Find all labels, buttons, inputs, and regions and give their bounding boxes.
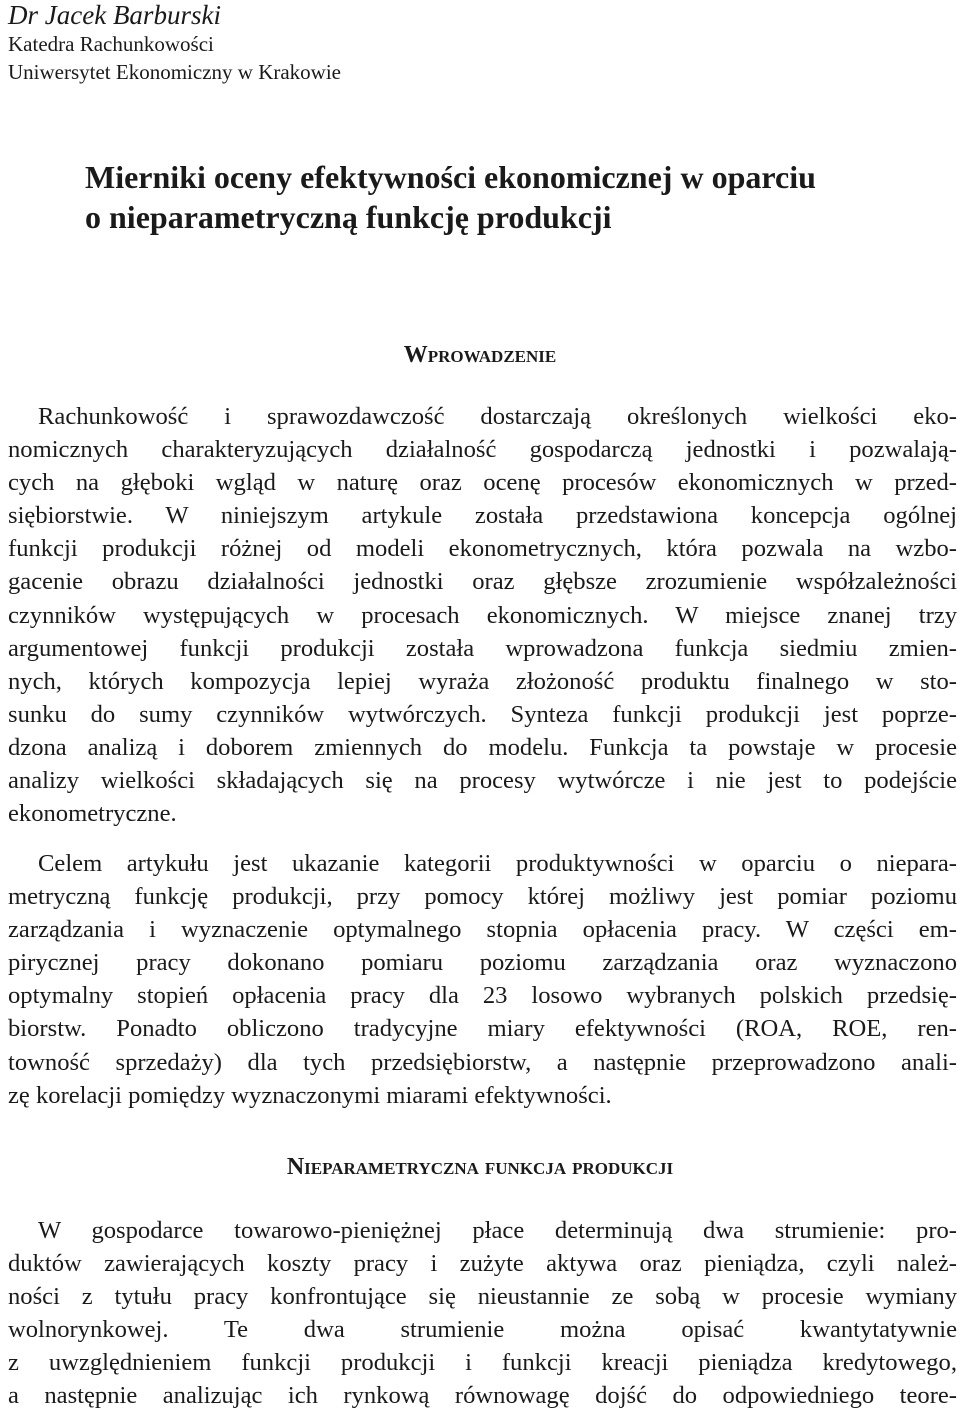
text-line: nomicznych charakteryzujących działalność gospodarczą jednostki i pozwalają- [8, 436, 957, 464]
text-line: zarządzania i wyznaczenie optymalnego stopnia opłacenia pracy. W części em- [8, 916, 957, 944]
text-line: duktów zawierających koszty pracy i zużyte aktywa oraz pieniądza, czyli należ- [8, 1250, 957, 1278]
text-line: ekonometryczne. [8, 800, 177, 828]
text-line: pirycznej pracy dokonano pomiaru poziomu zarządzania oraz wyznaczono [8, 949, 957, 977]
text-line: wolnorynkowej. Te dwa strumienie można opisać kwantytatywnie [8, 1316, 957, 1344]
author-name: Dr Jacek Barburski [8, 0, 221, 30]
text-line: dzona analizą i doborem zmiennych do modelu. Funkcja ta powstaje w procesie [8, 733, 957, 761]
text-line: Celem artykułu jest ukazanie kategorii produktywności w oparciu o niepara- [38, 850, 957, 877]
paper-title-line-2: o nieparametryczną funkcję produkcji [85, 199, 612, 235]
text-line: czynników występujących w procesach ekonomicznych. W miejsce znanej trzy [8, 601, 957, 629]
text-line: nych, których kompozycja lepiej wyraża złożoność produktu finalnego w sto- [8, 667, 957, 695]
text-line: cych na głęboki wgląd w naturę oraz ocenę procesów ekonomicznych w przed- [8, 469, 957, 497]
text-line: sunku do sumy czynników wytwórczych. Synteza funkcji produkcji jest poprze- [8, 700, 957, 728]
text-line: biorstw. Ponadto obliczono tradycyjne miary efektywności (ROA, ROE, ren- [8, 1015, 957, 1043]
text-line: optymalny stopień opłacenia pracy dla 23 losowo wybranych polskich przedsię- [8, 982, 957, 1010]
text-line: ności z tytułu pracy konfrontujące się nieustannie ze sobą w procesie wymiany [8, 1283, 957, 1311]
intro-paragraph-2 [8, 847, 957, 1112]
nonparametric-paragraph-1 [8, 1214, 957, 1413]
text-line: funkcji produkcji różnej od modeli ekonometrycznych, która pozwala na wzbo- [8, 535, 957, 563]
author-department: Katedra Rachunkowości [8, 32, 214, 56]
intro-paragraph-1 [8, 400, 957, 830]
author-block [8, 0, 341, 86]
text-line: W gospodarce towarowo-pieniężnej płace determinują dwa strumienie: pro- [38, 1217, 957, 1244]
text-line: a następnie analizując ich rynkową równowagę dojść do odpowiedniego teore- [8, 1382, 957, 1410]
paper-title-line-1: Mierniki oceny efektywności ekonomicznej w oparciu [85, 159, 816, 195]
text-line: metryczną funkcję produkcji, przy pomocy której możliwy jest pomiar poziomu [8, 883, 957, 911]
text-line: towność sprzedaży) dla tych przedsiębiorstw, a następnie przeprowadzono anali- [8, 1048, 957, 1076]
text-line: siębiorstwie. W niniejszym artykule została przedstawiona koncepcja ogólnej [8, 502, 957, 530]
text-line: Rachunkowość i sprawozdawczość dostarczają określonych wielkości eko- [38, 403, 957, 430]
text-line: zę korelacji pomiędzy wyznaczonymi miarami efektywności. [8, 1081, 612, 1109]
text-line: argumentowej funkcji produkcji została wprowadzona funkcja siedmiu zmien- [8, 634, 957, 662]
section-heading-intro: Wprowadzenie [403, 342, 557, 368]
text-line: analizy wielkości składających się na procesy wytwórcze i nie jest to podejście [8, 767, 957, 795]
text-line: gacenie obrazu działalności jednostki oraz głębsze zrozumienie współzależności [8, 568, 957, 596]
section-heading-nonparametric: Nieparametryczna funkcja produkcji [286, 1154, 674, 1180]
paper-title [85, 157, 945, 237]
author-university: Uniwersytet Ekonomiczny w Krakowie [8, 60, 341, 84]
text-line: z uwzględnieniem funkcji produkcji i funkcji kreacji pieniądza kredytowego, [8, 1349, 957, 1377]
